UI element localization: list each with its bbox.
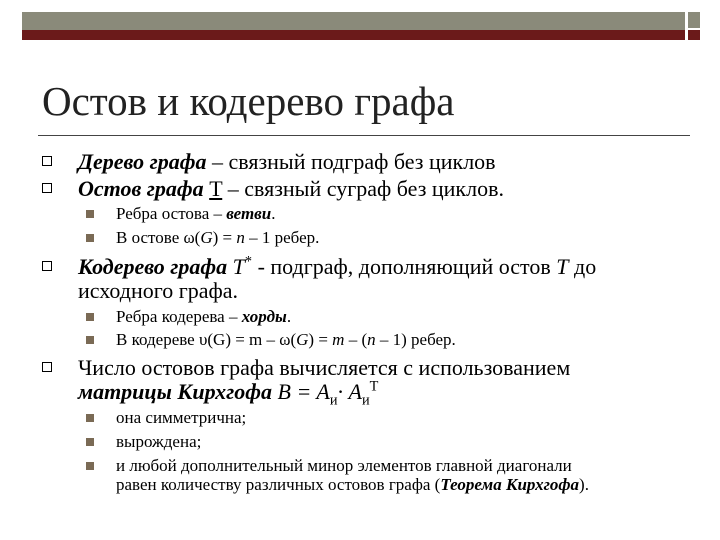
sub-bullet-edge-count <box>116 228 319 248</box>
hollow-square-bullet-icon <box>42 183 52 193</box>
term-chords: хорды <box>241 307 287 326</box>
kirchhoff-matrix-formula <box>78 378 379 409</box>
sub-bullet-minor-continuation <box>116 475 589 495</box>
sub-text: равен количеству различных остовов графа ( <box>116 475 441 494</box>
sub-bullet-degenerate <box>116 432 201 452</box>
sub-text: Ребра остова – <box>116 204 227 223</box>
definition-text: до <box>568 254 597 279</box>
subscript-i: и <box>329 392 338 409</box>
sub-text-end: . <box>286 307 292 326</box>
filled-square-bullet-icon <box>86 414 94 422</box>
bullet-cotree <box>78 255 596 279</box>
filled-square-bullet-icon <box>86 210 94 218</box>
formula-text: · A <box>337 379 362 404</box>
header-bar-gray <box>22 12 685 30</box>
symbol-T: T <box>232 254 245 279</box>
sub-text: В кодереве υ(G) = m – ω( <box>116 330 297 349</box>
bullet-cotree-continuation: исходного графа. <box>78 278 239 303</box>
filled-square-bullet-icon <box>86 336 94 344</box>
bullet-spanning-tree-count <box>78 356 570 380</box>
formula-text: B = A <box>272 379 330 404</box>
sub-text: ) = <box>212 228 237 247</box>
sub-text-end: . <box>271 204 276 223</box>
filled-square-bullet-icon <box>86 438 94 446</box>
symbol-G: G <box>200 228 213 247</box>
sub-text: и любой дополнительный минор элементов главной диагонали <box>116 456 572 475</box>
filled-square-bullet-icon <box>86 462 94 470</box>
slide-title: Остов и кодерево графа <box>42 78 455 124</box>
filled-square-bullet-icon <box>86 313 94 321</box>
hollow-square-bullet-icon <box>42 261 52 271</box>
sub-bullet-symmetric <box>116 408 246 428</box>
sub-text-end: – 1) ребер. <box>375 330 456 349</box>
header-square-red <box>688 30 700 40</box>
term-tree: Дерево графа <box>78 149 207 174</box>
sub-text: В остове ω( <box>116 228 201 247</box>
subscript-i: и <box>361 392 370 409</box>
sub-text-end: – 1 ребер. <box>244 228 320 247</box>
sub-text: вырождена; <box>116 432 202 451</box>
term-kirchhoff-theorem: Теорема Кирхгофа <box>440 475 580 494</box>
sub-text: она симметрична; <box>116 408 247 427</box>
header-square-gray <box>688 12 700 28</box>
term-kirchhoff-matrix: матрицы Кирхгофа <box>78 379 273 404</box>
symbol-n: n <box>236 228 245 247</box>
term-branches: ветви <box>226 204 272 223</box>
symbol-T: T <box>209 176 223 201</box>
term-spanning-tree: Остов графа <box>78 176 204 201</box>
hollow-square-bullet-icon <box>42 362 52 372</box>
bullet-text: Число остовов графа вычисляется с использованием <box>78 355 571 380</box>
sub-text: – ( <box>344 330 368 349</box>
sub-bullet-chord-count <box>116 330 456 350</box>
sub-bullet-chords <box>116 307 291 327</box>
bullet-spanning-tree <box>78 177 504 201</box>
sub-text-end: ). <box>579 475 589 494</box>
symbol-G: G <box>296 330 309 349</box>
definition-text: - подграф, дополняющий остов <box>252 254 557 279</box>
definition-text: – связный подграф без циклов <box>206 149 496 174</box>
title-divider <box>38 135 690 136</box>
superscript-star: * <box>244 253 253 270</box>
header-bar-red <box>22 30 685 40</box>
symbol-m: m <box>332 330 345 349</box>
sub-bullet-minor <box>116 456 572 476</box>
symbol-T: T <box>556 254 569 279</box>
definition-text: – связный суграф без циклов. <box>222 176 504 201</box>
sub-text: Ребра кодерева – <box>116 307 242 326</box>
sub-bullet-branches <box>116 204 275 224</box>
bullet-tree-definition <box>78 150 496 174</box>
symbol-n: n <box>367 330 376 349</box>
superscript-T: T <box>369 378 379 395</box>
hollow-square-bullet-icon <box>42 156 52 166</box>
sub-text: ) = <box>308 330 333 349</box>
filled-square-bullet-icon <box>86 234 94 242</box>
term-cotree: Кодерево графа <box>78 254 228 279</box>
